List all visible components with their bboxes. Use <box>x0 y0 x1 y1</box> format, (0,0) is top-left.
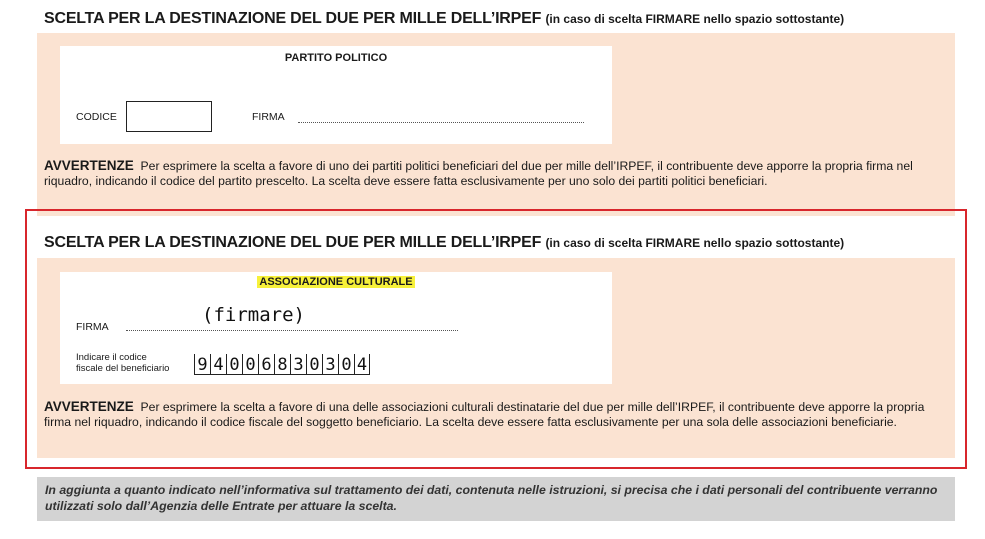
section2-warning-title: AVVERTENZE <box>44 399 134 414</box>
section1-heading <box>44 10 844 28</box>
associazione-culturale-box <box>60 272 612 384</box>
firma-label-1: FIRMA <box>252 111 285 123</box>
privacy-note-text: In aggiunta a quanto indicato nell’informativa sul trattamento dei dati, contenuta nelle istruzioni, si precisa che i dati personali del contribuente verranno utilizzati solo dall’Agenzia delle Entrate per attuare la scelta. <box>45 483 938 513</box>
section2-warning-text: Per esprimere la scelta a favore di una delle associazioni culturali destinatarie del due per mille dell’IRPEF, il contribuente deve apporre la propria firma nel riquadro, indicando il codice fiscale del soggetto beneficiario. La scelta deve essere fatta esclusivamente per una sola delle associazioni beneficiarie. <box>44 400 925 429</box>
section2-heading <box>44 234 844 252</box>
section2-heading-main: SCELTA PER LA DESTINAZIONE DEL DUE PER MILLE DELL’IRPEF <box>44 234 542 251</box>
firma-label-2: FIRMA <box>76 321 109 333</box>
cf-digit[interactable]: 4 <box>210 354 226 374</box>
cf-digit[interactable]: 3 <box>322 354 338 374</box>
firma-signature: (firmare) <box>202 304 305 326</box>
privacy-note <box>37 477 955 521</box>
cf-digit[interactable]: 0 <box>306 354 322 374</box>
cf-label-line2: fiscale del beneficiario <box>76 363 170 374</box>
section1-warning-text: Per esprimere la scelta a favore di uno dei partiti politici beneficiari del due per mille dell’IRPEF, il contribuente deve apporre la propria firma nel riquadro, indicando il codice del partito prescelto. La scelta deve essere fatta esclusivamente per uno solo dei partiti politici beneficiari. <box>44 159 913 188</box>
section1-heading-sub: (in caso di scelta FIRMARE nello spazio sottostante) <box>545 12 845 26</box>
firma-field-1[interactable] <box>298 110 584 123</box>
cf-digit[interactable]: 8 <box>274 354 290 374</box>
partito-politico-box <box>60 46 612 144</box>
codice-label: CODICE <box>76 111 117 123</box>
section2-warning <box>44 399 949 430</box>
section1-heading-main: SCELTA PER LA DESTINAZIONE DEL DUE PER MILLE DELL’IRPEF <box>44 10 542 27</box>
cf-digit[interactable]: 9 <box>194 354 210 374</box>
cf-digit[interactable]: 0 <box>242 354 258 374</box>
section2-heading-sub: (in caso di scelta FIRMARE nello spazio sottostante) <box>545 236 845 250</box>
section1-warning <box>44 158 949 189</box>
cf-digit[interactable]: 3 <box>290 354 306 374</box>
cf-digit[interactable]: 0 <box>226 354 242 374</box>
cf-label <box>76 352 169 374</box>
codice-partito-input[interactable] <box>126 101 212 132</box>
cf-label-line1: Indicare il codice <box>76 352 147 363</box>
partito-politico-title: PARTITO POLITICO <box>284 52 388 64</box>
section1-warning-title: AVVERTENZE <box>44 158 134 173</box>
cf-digit[interactable]: 0 <box>338 354 354 374</box>
associazione-culturale-title-text: ASSOCIAZIONE CULTURALE <box>259 276 413 288</box>
associazione-culturale-title <box>60 276 612 288</box>
cf-digit[interactable]: 4 <box>354 354 370 374</box>
codice-fiscale-field[interactable] <box>194 354 370 375</box>
cf-digit[interactable]: 6 <box>258 354 274 374</box>
